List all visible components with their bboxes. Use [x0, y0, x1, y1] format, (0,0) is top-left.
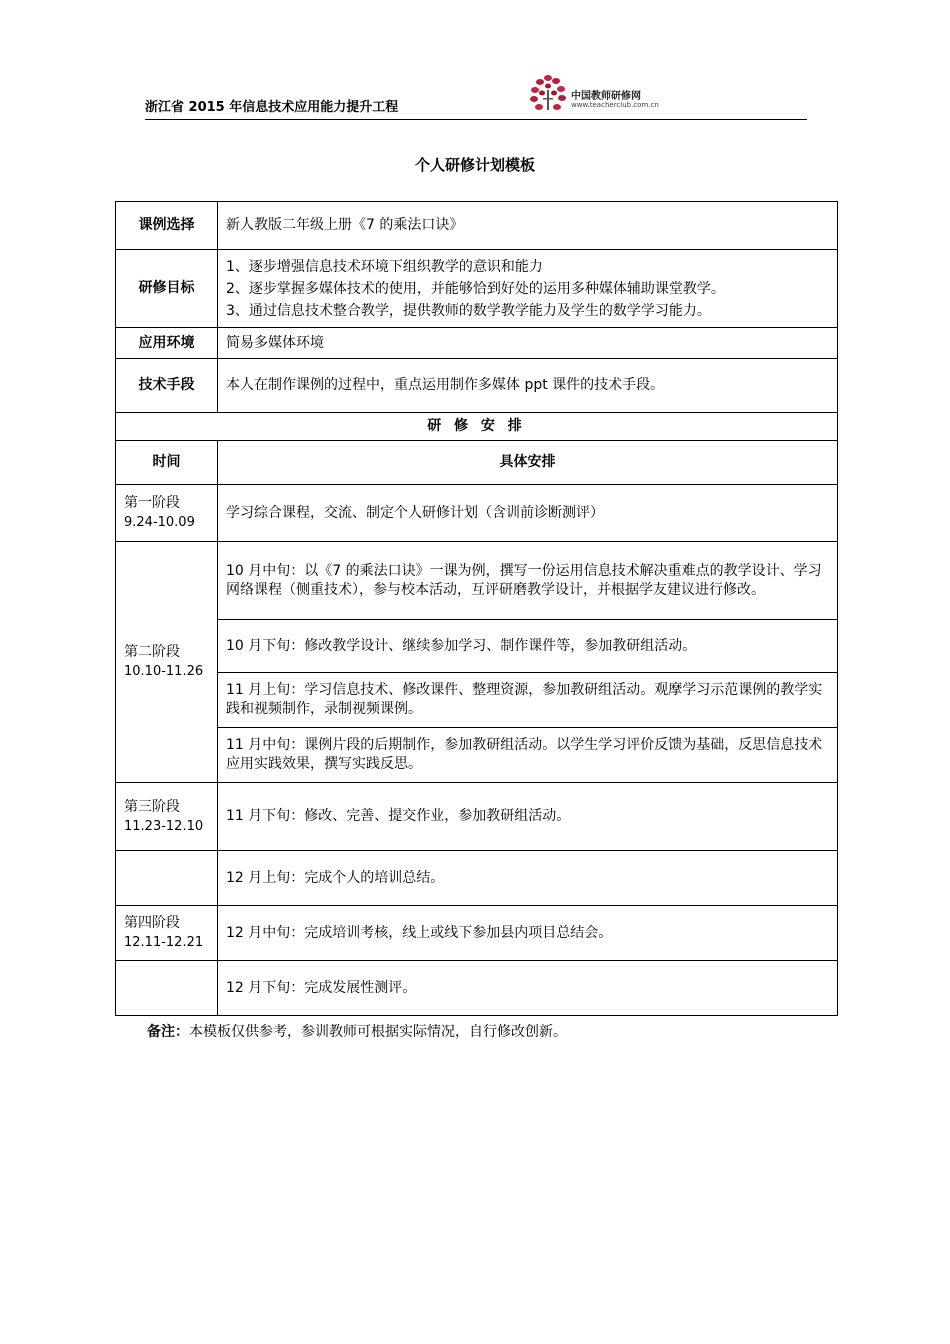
goal-item: 1、逐步增强信息技术环境下组织教学的意识和能力 — [226, 258, 543, 275]
table-row — [116, 728, 838, 783]
table-row — [116, 961, 838, 1016]
table-row — [116, 673, 838, 728]
case-value: 新人教版二年级上册《7 的乘法口诀》 — [218, 202, 838, 250]
stage-name: 第三阶段 — [124, 798, 180, 815]
plan-cell: 12 月中旬：完成培训考核，线上或线下参加县内项目总结会。 — [218, 906, 838, 961]
plan-cell: 12 月上旬：完成个人的培训总结。 — [218, 851, 838, 906]
env-label: 应用环境 — [116, 328, 218, 359]
env-value: 简易多媒体环境 — [218, 328, 838, 359]
note-label: 备注： — [147, 1024, 189, 1040]
column-header-plan: 具体安排 — [218, 441, 838, 485]
plan-cell: 10 月下旬：修改教学设计、继续参加学习、制作课件等，参加教研组活动。 — [218, 620, 838, 673]
table-row — [116, 485, 838, 542]
schedule-section-title: 研 修 安 排 — [116, 413, 838, 441]
goal-list — [218, 250, 838, 328]
goal-item: 3、通过信息技术整合教学，提供教师的数学教学能力及学生的数学学习能力。 — [226, 302, 711, 319]
teacherclub-logo — [525, 70, 665, 114]
plan-table — [115, 201, 838, 1016]
table-row — [116, 441, 838, 485]
plan-cell: 12 月下旬：完成发展性测评。 — [218, 961, 838, 1016]
table-row — [116, 620, 838, 673]
table-row — [116, 542, 838, 620]
stage-cell-empty — [116, 851, 218, 906]
goal-item: 2、逐步掌握多媒体技术的使用，并能够恰到好处的运用多种媒体辅助课堂教学。 — [226, 280, 725, 297]
note-text: 本模板仅供参考，参训教师可根据实际情况，自行修改创新。 — [189, 1024, 567, 1040]
stage-cell — [116, 542, 218, 783]
logo-name: 中国教师研修网 — [571, 91, 641, 102]
plan-cell: 学习综合课程，交流、制定个人研修计划（含训前诊断测评） — [218, 485, 838, 542]
page-header — [145, 70, 807, 120]
table-row — [116, 851, 838, 906]
table-row — [116, 328, 838, 359]
project-name: 浙江省 2015 年信息技术应用能力提升工程 — [145, 100, 399, 115]
stage-name: 第一阶段 — [124, 495, 180, 511]
tech-value: 本人在制作课例的过程中，重点运用制作多媒体 ppt 课件的技术手段。 — [218, 359, 838, 413]
plan-cell: 11 月中旬：课例片段的后期制作，参加教研组活动。以学生学习评价反馈为基础，反思信息技术应用实践效果，撰写实践反思。 — [218, 728, 838, 783]
table-row — [116, 413, 838, 441]
table-row — [116, 359, 838, 413]
stage-range: 12.11-12.21 — [124, 935, 204, 950]
tech-label: 技术手段 — [116, 359, 218, 413]
plan-cell: 11 月下旬：修改、完善、提交作业，参加教研组活动。 — [218, 783, 838, 851]
table-row — [116, 783, 838, 851]
logo-url: www.teacherclub.com.cn — [571, 101, 659, 109]
stage-name: 第四阶段 — [124, 915, 180, 931]
stage-cell — [116, 485, 218, 542]
table-row — [116, 202, 838, 250]
stage-range: 9.24-10.09 — [124, 515, 195, 530]
stage-range: 10.10-11.26 — [124, 664, 204, 679]
stage-cell — [116, 906, 218, 961]
stage-cell — [116, 783, 218, 851]
stage-cell-empty — [116, 961, 218, 1016]
plan-cell: 11 月上旬：学习信息技术、修改课件、整理资源，参加教研组活动。观摩学习示范课例的教学实践和视频制作，录制视频课例。 — [218, 673, 838, 728]
table-row — [116, 906, 838, 961]
case-label: 课例选择 — [116, 202, 218, 250]
plan-cell: 10 月中旬：以《7 的乘法口诀》一课为例，撰写一份运用信息技术解决重难点的教学设计、学习网络课程（侧重技术），参与校本活动，互评研磨教学设计，并根据学友建议进行修改。 — [218, 542, 838, 620]
logo-mark-icon — [525, 70, 571, 114]
stage-name: 第二阶段 — [124, 644, 180, 660]
goal-label: 研修目标 — [116, 250, 218, 328]
document-title: 个人研修计划模板 — [414, 156, 535, 174]
footnote — [147, 1021, 567, 1041]
stage-range: 11.23-12.10 — [124, 818, 204, 834]
table-row — [116, 250, 838, 328]
column-header-time: 时间 — [116, 441, 218, 485]
